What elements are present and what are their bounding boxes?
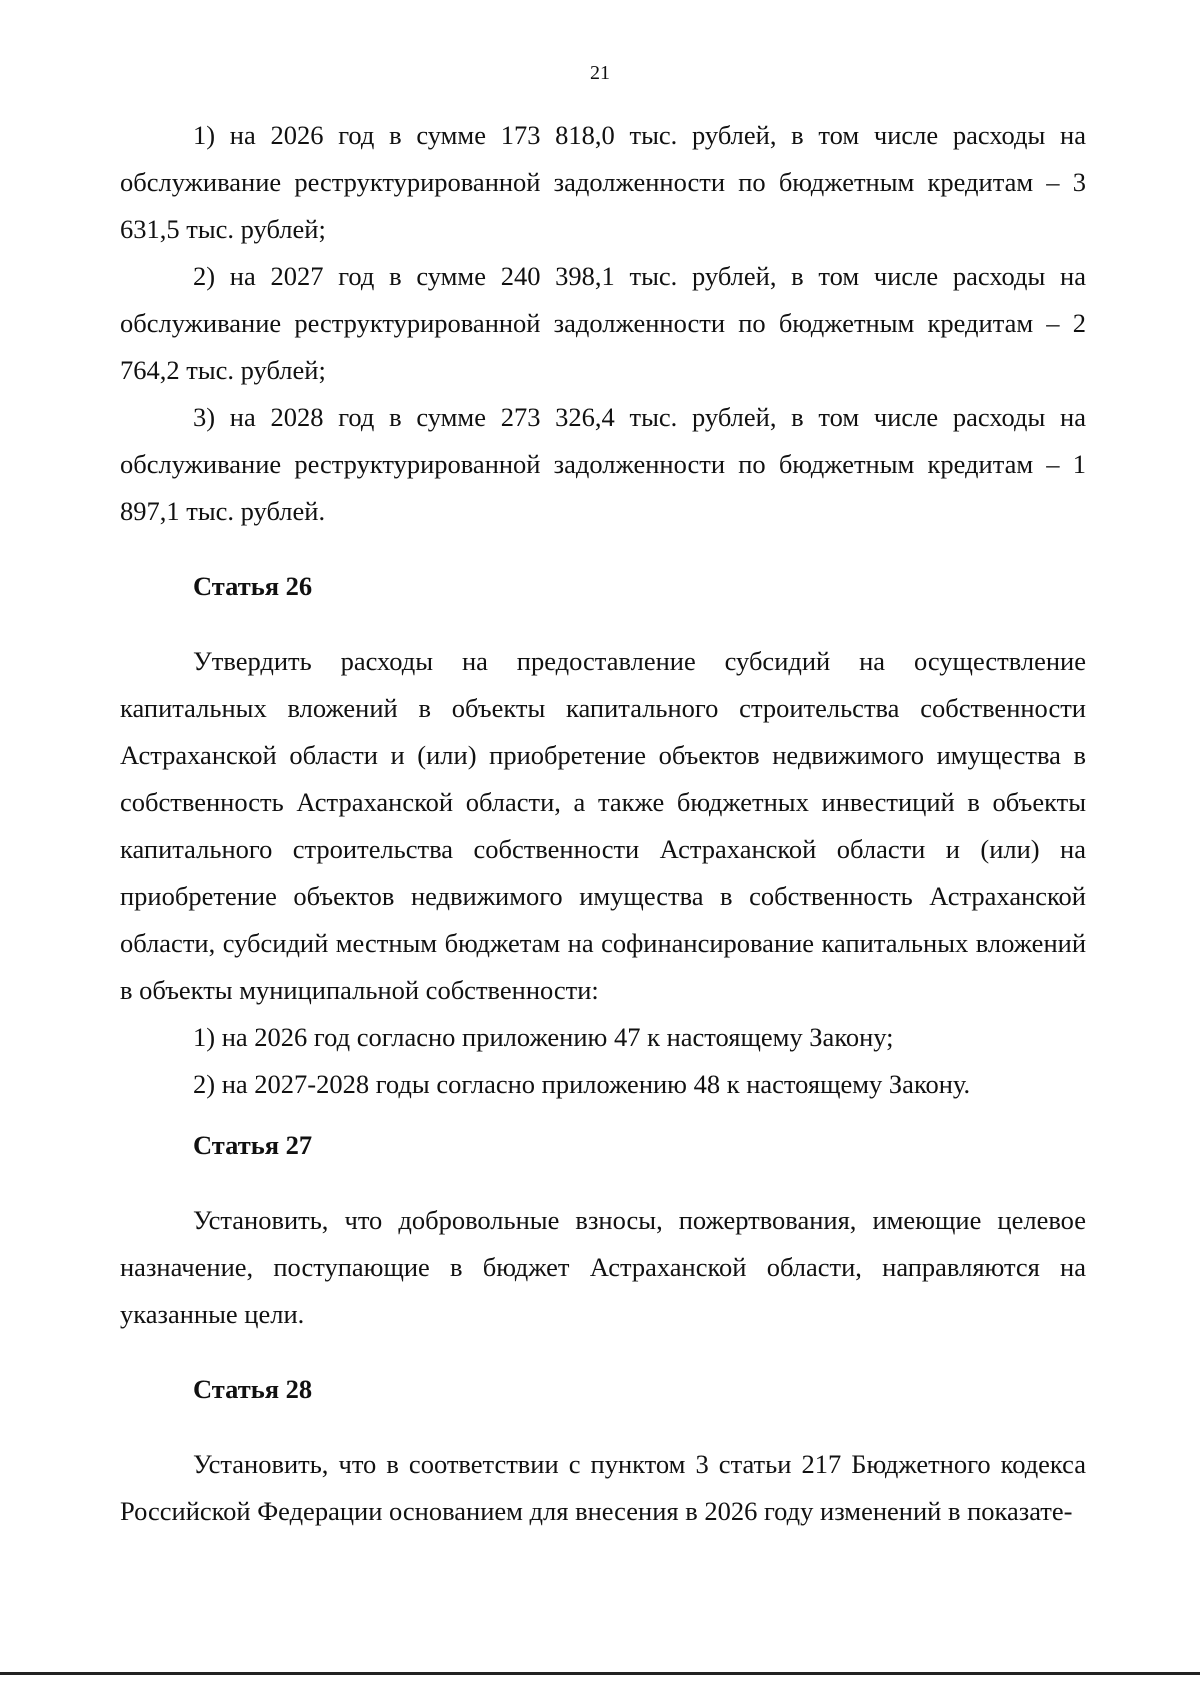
page-bottom-rule bbox=[0, 1672, 1200, 1675]
page-number: 21 bbox=[590, 62, 610, 84]
article25-item-1: 1) на 2026 год в сумме 173 818,0 тыс. рублей, в том числе расходы на обслуживание реструктурированной задолженности по бюджетным кредитам – 3 631,5 тыс. рублей; bbox=[120, 120, 1086, 244]
article27-body: Установить, что добровольные взносы, пожертвования, имеющие целевое назначение, поступающие в бюджет Астраханской области, направляются на указанные цели. bbox=[120, 1205, 1086, 1329]
article26-body: Утвердить расходы на предоставление субсидий на осуществление капитальных вложений в объекты капитального строительства собственности Астраханской области и (или) приобретение объектов недвижимого имущества в собственность Астраханской области, а также бюджетных инвестиций в объекты капитального строительства собственности Астраханской области и (или) на приобретение объектов недвижимого имущества в собственность Астраханской области, субсидий местным бюджетам на софинансирование капитальных вложений в объекты муниципальной собственности: bbox=[120, 646, 1086, 1005]
document-body bbox=[120, 112, 1086, 1535]
article25-item-3: 3) на 2028 год в сумме 273 326,4 тыс. рублей, в том числе расходы на обслуживание реструктурированной задолженности по бюджетным кредитам – 1 897,1 тыс. рублей. bbox=[120, 402, 1086, 526]
article28-body: Установить, что в соответствии с пунктом 3 статьи 217 Бюджетного кодекса Российской Федерации основанием для внесения в 2026 году изменений в показате- bbox=[120, 1449, 1086, 1526]
article27-heading: Статья 27 bbox=[193, 1130, 313, 1160]
article26-item-1: 1) на 2026 год согласно приложению 47 к настоящему Закону; bbox=[193, 1022, 894, 1052]
article28-heading: Статья 28 bbox=[193, 1374, 313, 1404]
article25-item-2: 2) на 2027 год в сумме 240 398,1 тыс. рублей, в том числе расходы на обслуживание реструктурированной задолженности по бюджетным кредитам – 2 764,2 тыс. рублей; bbox=[120, 261, 1086, 385]
article26-heading: Статья 26 bbox=[193, 571, 313, 601]
article26-item-2: 2) на 2027-2028 годы согласно приложению 48 к настоящему Закону. bbox=[193, 1069, 971, 1099]
